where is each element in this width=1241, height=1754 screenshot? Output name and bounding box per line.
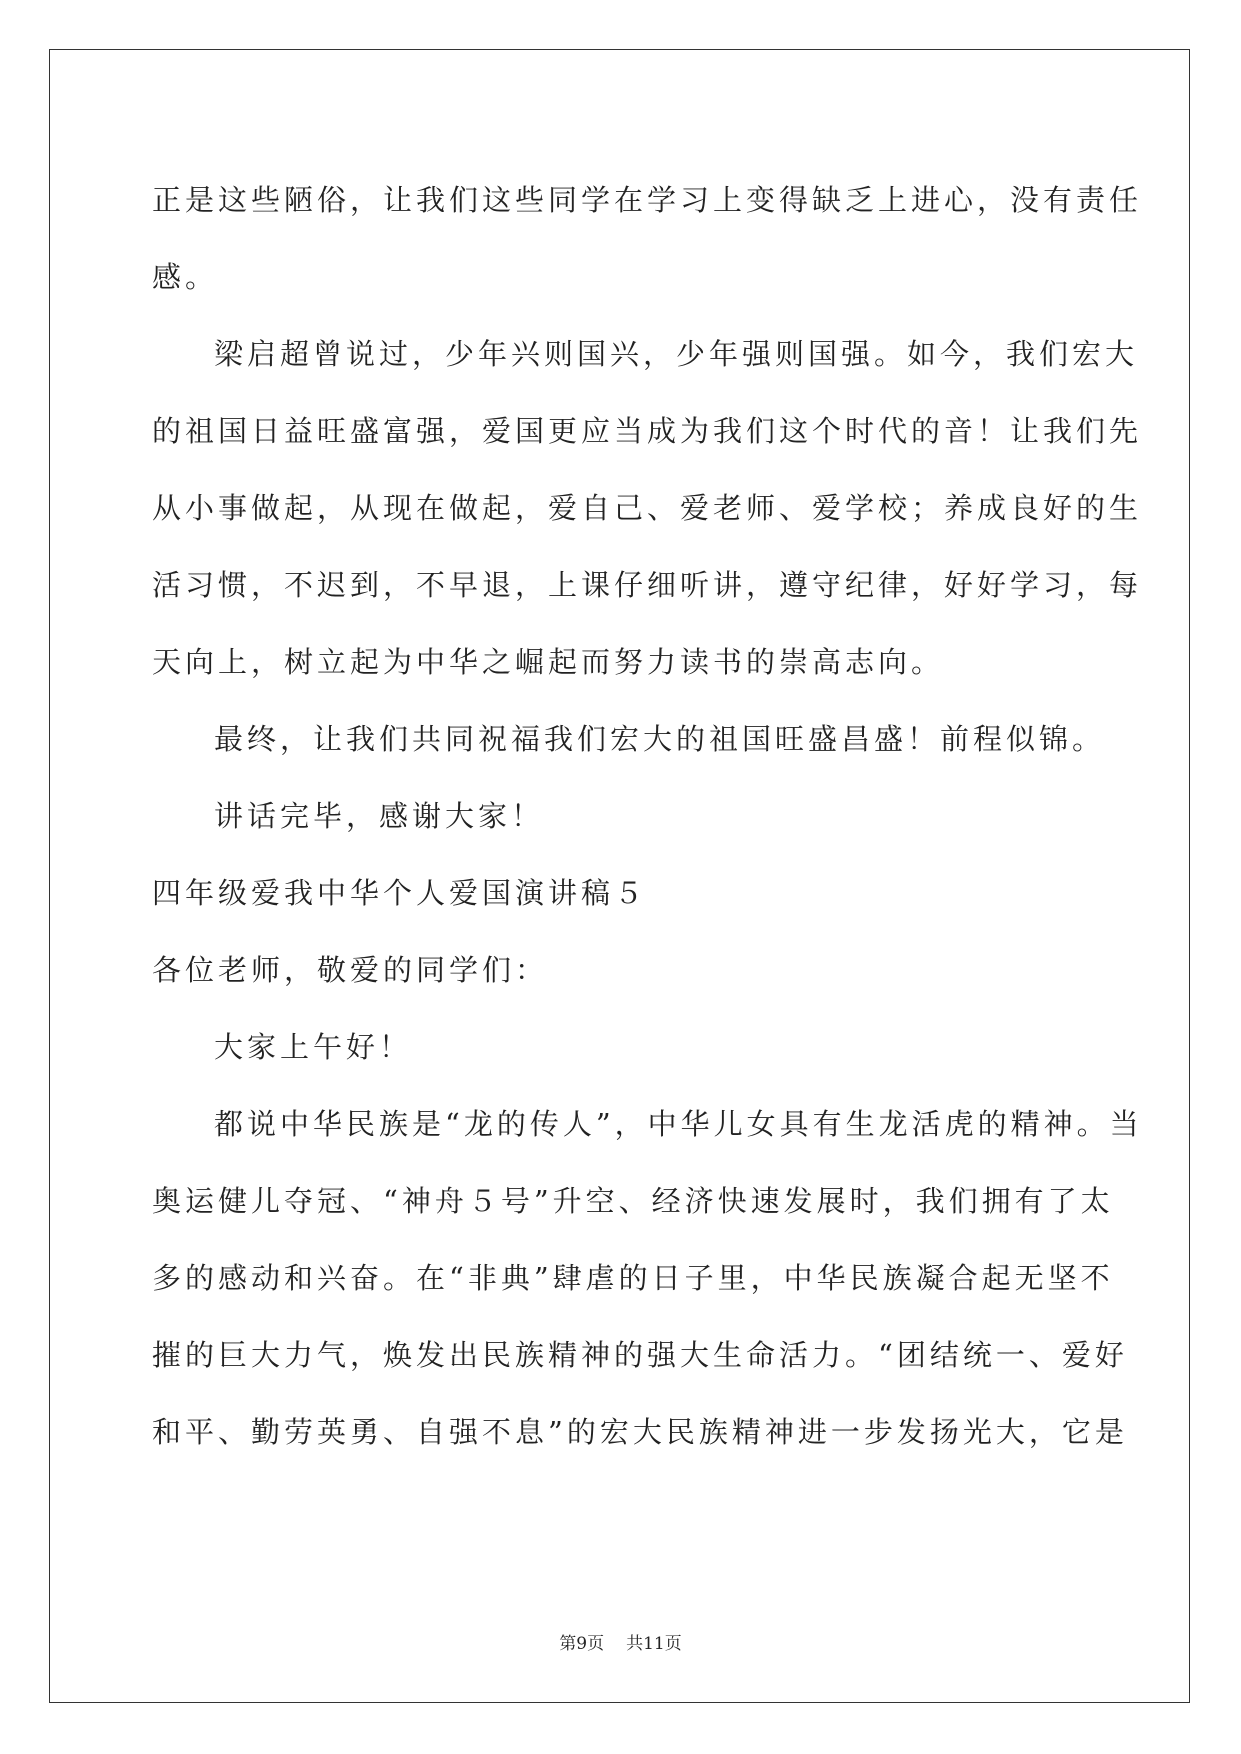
text-line: 摧的巨大力气，焕发出民族精神的强大生命活力。“团结统一、爱好	[152, 1338, 1128, 1372]
text-line: 天向上，树立起为中华之崛起而努力读书的崇高志向。	[152, 645, 945, 679]
text-line: 感。	[152, 260, 219, 294]
text-line: 梁启超曾说过，少年兴则国兴，少年强则国强。如今，我们宏大	[214, 337, 1139, 371]
total-pages: 共11页	[626, 1634, 682, 1654]
text-line: 的祖国日益旺盛富强，爱国更应当成为我们这个时代的音！让我们先	[152, 414, 1143, 448]
salutation: 各位老师，敬爱的同学们：	[152, 953, 549, 987]
page-footer	[0, 1629, 1241, 1654]
document-body	[152, 162, 1143, 1471]
current-page-number: 第9页	[559, 1634, 605, 1654]
text-line: 和平、勤劳英勇、自强不息”的宏大民族精神进一步发扬光大，它是	[152, 1415, 1128, 1449]
greeting: 大家上午好！	[214, 1030, 413, 1064]
text-line: 多的感动和兴奋。在“非典”肆虐的日子里，中华民族凝合起无坚不	[152, 1261, 1114, 1295]
text-line: 正是这些陋俗，让我们这些同学在学习上变得缺乏上进心，没有责任	[152, 183, 1143, 217]
text-line: 奥运健儿夺冠、“神舟５号”升空、经济快速发展时，我们拥有了太	[152, 1184, 1114, 1218]
text-line: 活习惯，不迟到，不早退，上课仔细听讲，遵守纪律，好好学习，每	[152, 568, 1143, 602]
text-line: 最终，让我们共同祝福我们宏大的祖国旺盛昌盛！前程似锦。	[214, 722, 1106, 756]
text-line: 讲话完毕，感谢大家！	[214, 799, 545, 833]
text-line: 都说中华民族是“龙的传人”，中华儿女具有生龙活虎的精神。当	[214, 1107, 1143, 1141]
text-line: 从小事做起，从现在做起，爱自己、爱老师、爱学校；养成良好的生	[152, 491, 1143, 525]
section-title: 四年级爱我中华个人爱国演讲稿５	[152, 876, 648, 910]
